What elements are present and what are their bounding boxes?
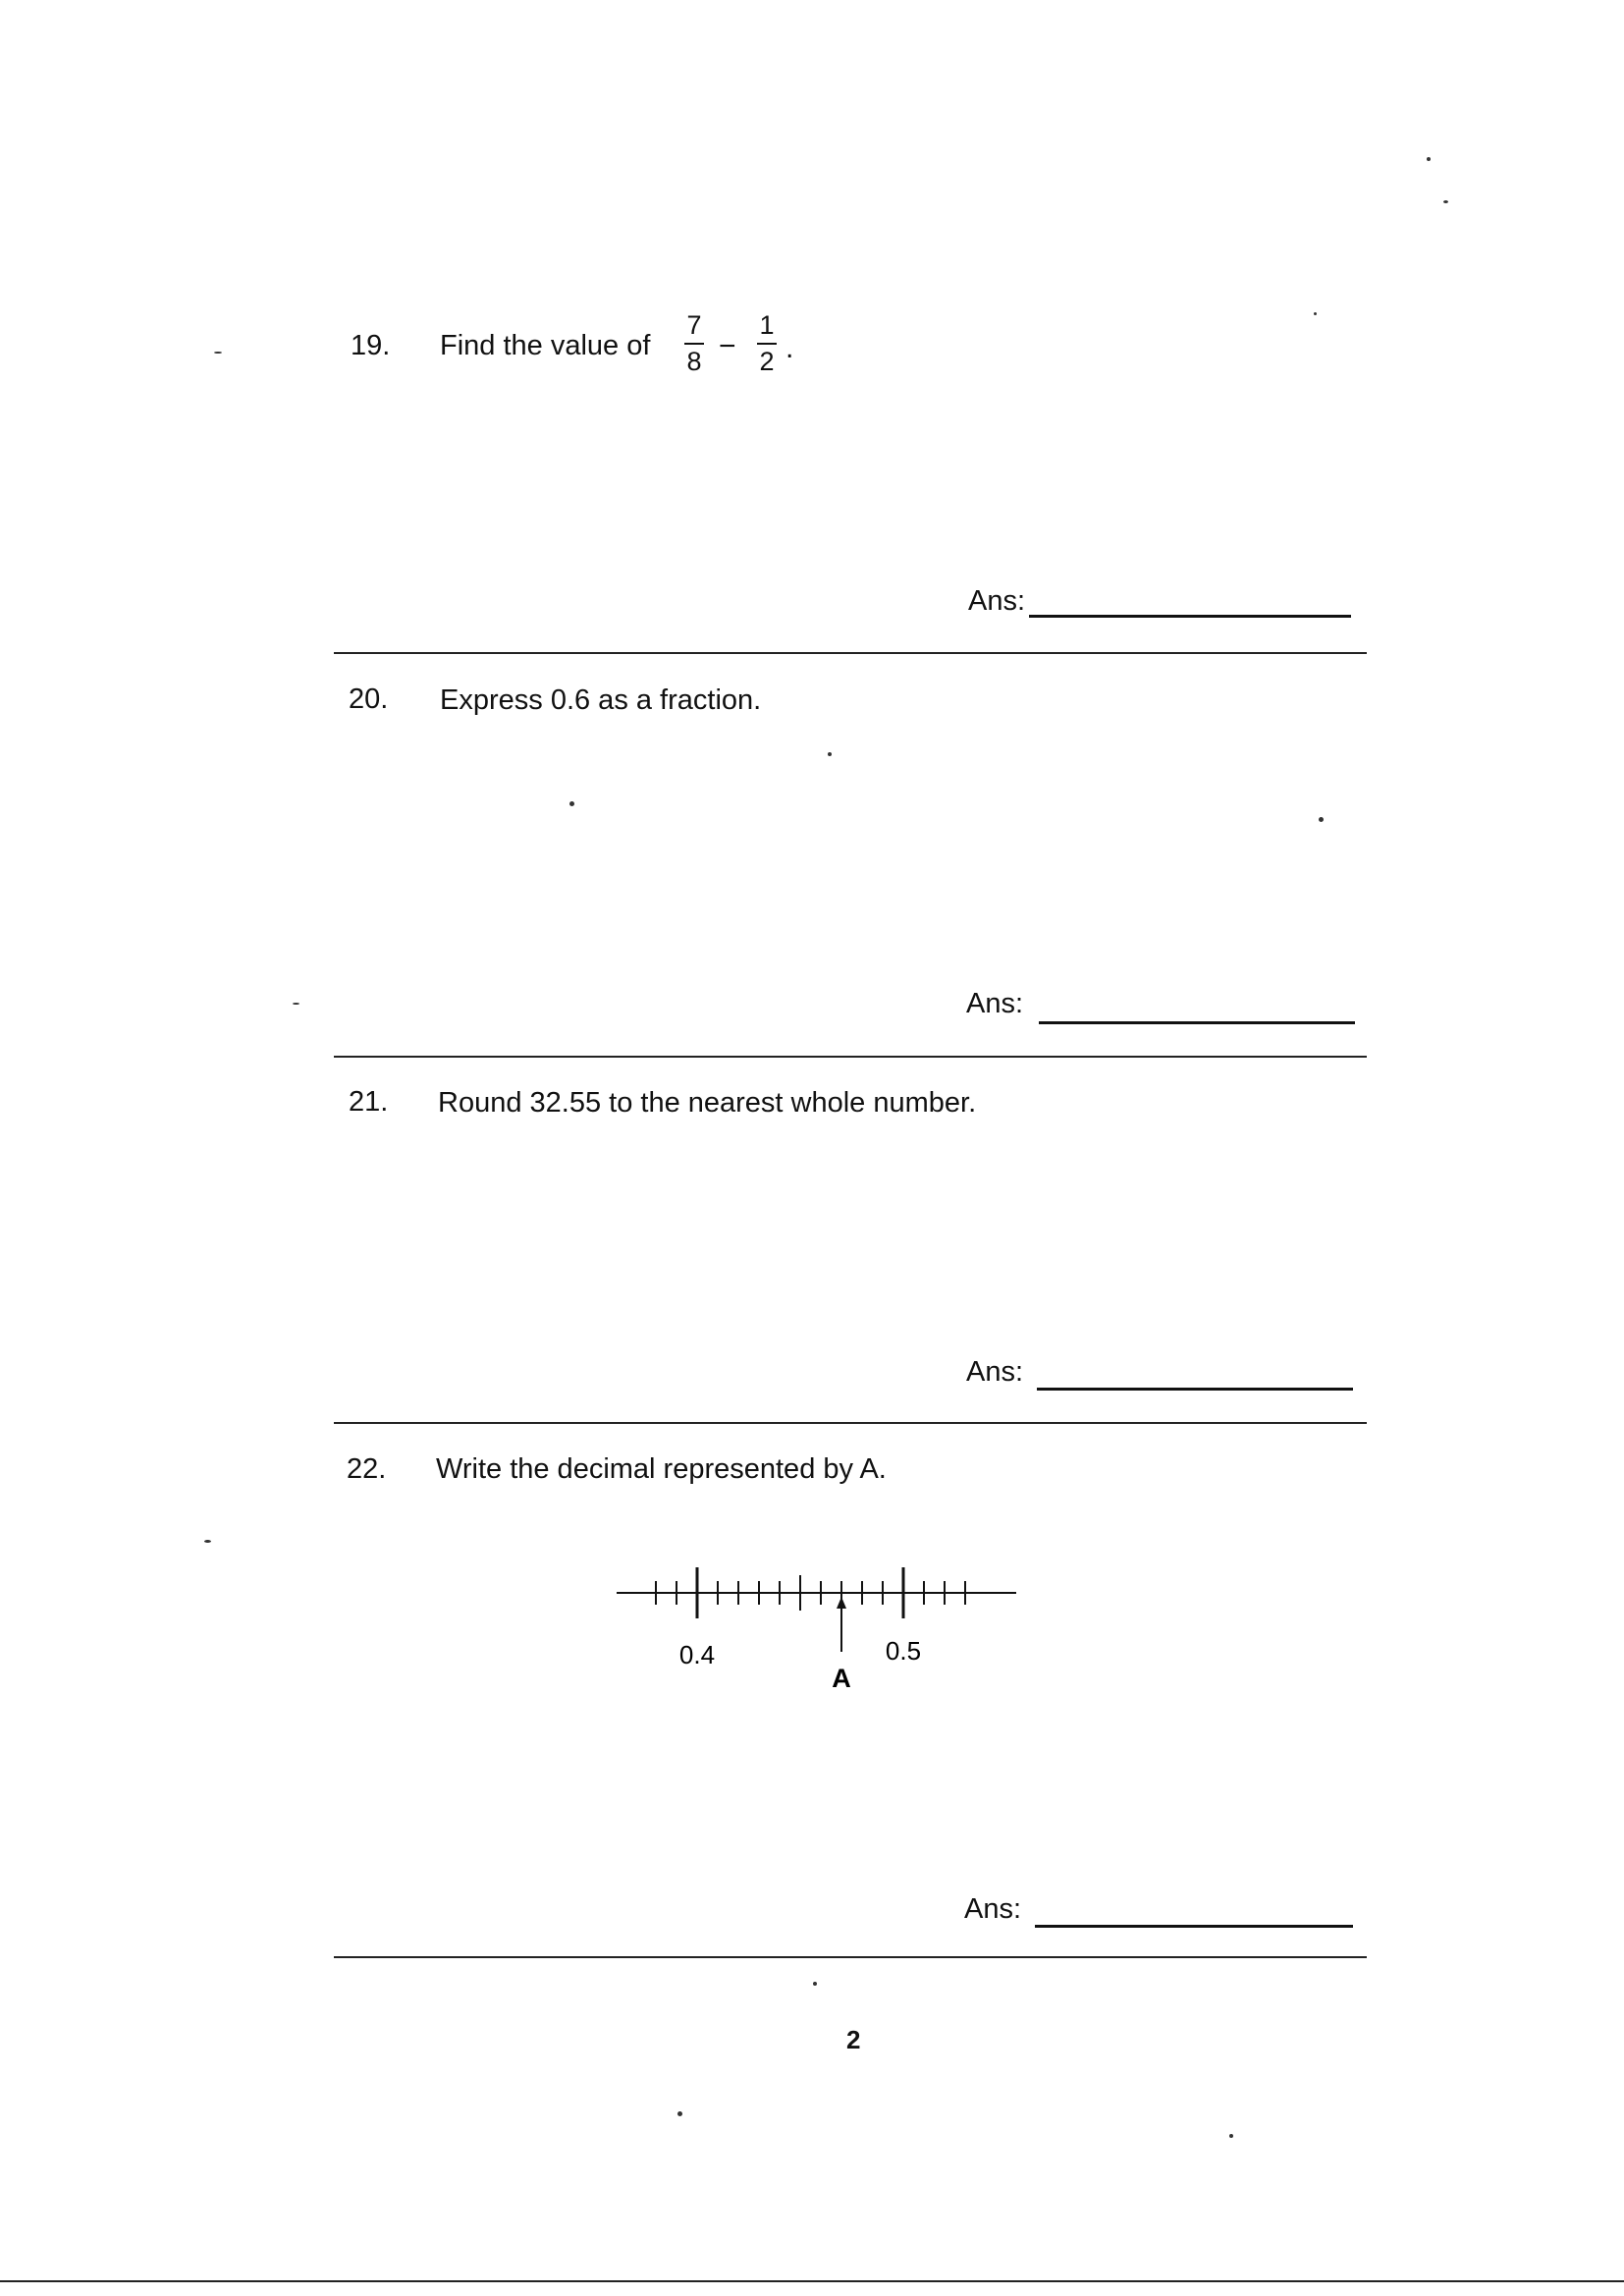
scan-speck [828, 752, 832, 756]
scan-speck [813, 1982, 817, 1986]
question-19-number: 19. [351, 330, 391, 361]
fraction-b-numerator: 1 [759, 310, 775, 340]
question-20-answer-line[interactable] [1039, 1021, 1355, 1024]
question-20-answer-label: Ans: [966, 988, 1024, 1019]
question-19-answer-line[interactable] [1029, 615, 1351, 618]
scan-speck [293, 1003, 299, 1005]
separator-22 [334, 1956, 1367, 1958]
question-22-number: 22. [347, 1453, 387, 1485]
fraction-a-denominator: 8 [686, 347, 702, 376]
question-20-number: 20. [349, 683, 389, 715]
pointer-arrowhead [837, 1597, 846, 1609]
question-21-number: 21. [349, 1086, 389, 1118]
scan-speck [214, 352, 222, 354]
scan-speck [1319, 817, 1324, 822]
fraction-b-denominator: 2 [759, 347, 775, 376]
scan-speck [1229, 2134, 1233, 2138]
pointer-arrow-icon [837, 1597, 846, 1652]
question-22-answer-label: Ans: [964, 1893, 1022, 1925]
question-21-answer-label: Ans: [966, 1356, 1024, 1388]
number-line-left-label: 0.4 [678, 1640, 716, 1669]
separator-19 [334, 652, 1367, 654]
fraction-a-numerator: 7 [686, 310, 702, 340]
pointer-label-a: A [832, 1664, 851, 1693]
scan-speck [677, 2111, 682, 2116]
scan-speck [569, 801, 574, 806]
expression-period: . [785, 332, 794, 364]
fraction-one-half [752, 311, 782, 375]
scan-speck [1314, 312, 1317, 315]
fraction-seven-eighths [679, 311, 709, 375]
number-line-right-label: 0.5 [885, 1636, 922, 1666]
question-22-text: Write the decimal represented by A. [436, 1453, 887, 1485]
question-20-text: Express 0.6 as a fraction. [440, 684, 762, 716]
question-19-text: Find the value of [440, 330, 651, 361]
scan-speck [1427, 157, 1431, 161]
question-19-answer-label: Ans: [968, 585, 1026, 617]
page-number: 2 [846, 2025, 861, 2054]
question-21-answer-line[interactable] [1037, 1388, 1353, 1391]
scan-speck [1443, 200, 1448, 203]
separator-20 [334, 1056, 1367, 1058]
scan-speck [204, 1540, 211, 1543]
question-22-answer-line[interactable] [1035, 1925, 1353, 1928]
fraction-a-bar [684, 343, 704, 345]
fraction-b-bar [757, 343, 777, 345]
page-bottom-rule [0, 2280, 1624, 2282]
number-line-figure [599, 1542, 1031, 1699]
minus-operator: − [719, 330, 736, 362]
question-21-text: Round 32.55 to the nearest whole number. [438, 1087, 977, 1119]
separator-21 [334, 1422, 1367, 1424]
